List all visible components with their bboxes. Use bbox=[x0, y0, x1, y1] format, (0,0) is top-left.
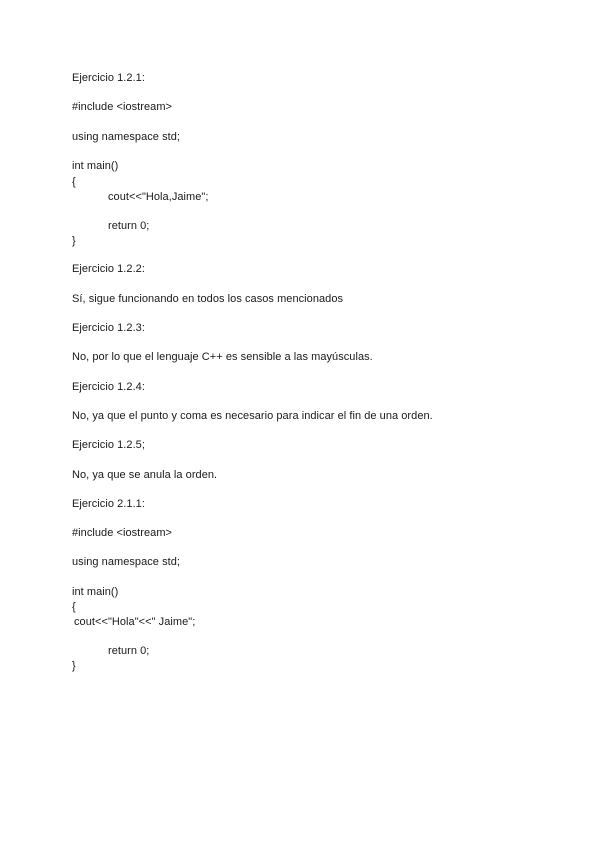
heading-ejercicio-1-2-4: Ejercicio 1.2.4: bbox=[72, 381, 145, 393]
heading-ejercicio-2-1-1: Ejercicio 2.1.1: bbox=[72, 498, 145, 510]
code-include: #include <iostream> bbox=[72, 101, 173, 113]
code-open-brace: { bbox=[72, 176, 76, 188]
code-close-brace-2: } bbox=[72, 660, 76, 672]
heading-ejercicio-1-2-1: Ejercicio 1.2.1: bbox=[72, 72, 145, 84]
code-using-namespace-2: using namespace std; bbox=[72, 556, 181, 568]
answer-1-2-4: No, ya que el punto y coma es necesario para indicar el fin de una orden. bbox=[72, 410, 433, 422]
code-open-brace-2: { bbox=[72, 601, 76, 613]
code-return-2: return 0; bbox=[108, 645, 150, 657]
code-close-brace: } bbox=[72, 235, 76, 247]
heading-ejercicio-1-2-3: Ejercicio 1.2.3: bbox=[72, 322, 145, 334]
heading-ejercicio-1-2-2: Ejercicio 1.2.2: bbox=[72, 263, 145, 275]
code-return: return 0; bbox=[108, 220, 150, 232]
code-int-main-2: int main() bbox=[72, 586, 119, 598]
code-include-2: #include <iostream> bbox=[72, 527, 173, 539]
answer-1-2-3: No, por lo que el lenguaje C++ es sensible a las mayúsculas. bbox=[72, 351, 373, 363]
heading-ejercicio-1-2-5: Ejercicio 1.2.5; bbox=[72, 439, 145, 451]
code-int-main: int main() bbox=[72, 160, 119, 172]
code-cout-2: cout<<"Hola"<<" Jaime"; bbox=[74, 616, 196, 628]
answer-1-2-2: Sí, sigue funcionando en todos los casos mencionados bbox=[72, 293, 344, 305]
code-cout: cout<<"Hola,Jaime"; bbox=[108, 191, 209, 203]
answer-1-2-5: No, ya que se anula la orden. bbox=[72, 469, 218, 481]
code-using-namespace: using namespace std; bbox=[72, 131, 181, 143]
